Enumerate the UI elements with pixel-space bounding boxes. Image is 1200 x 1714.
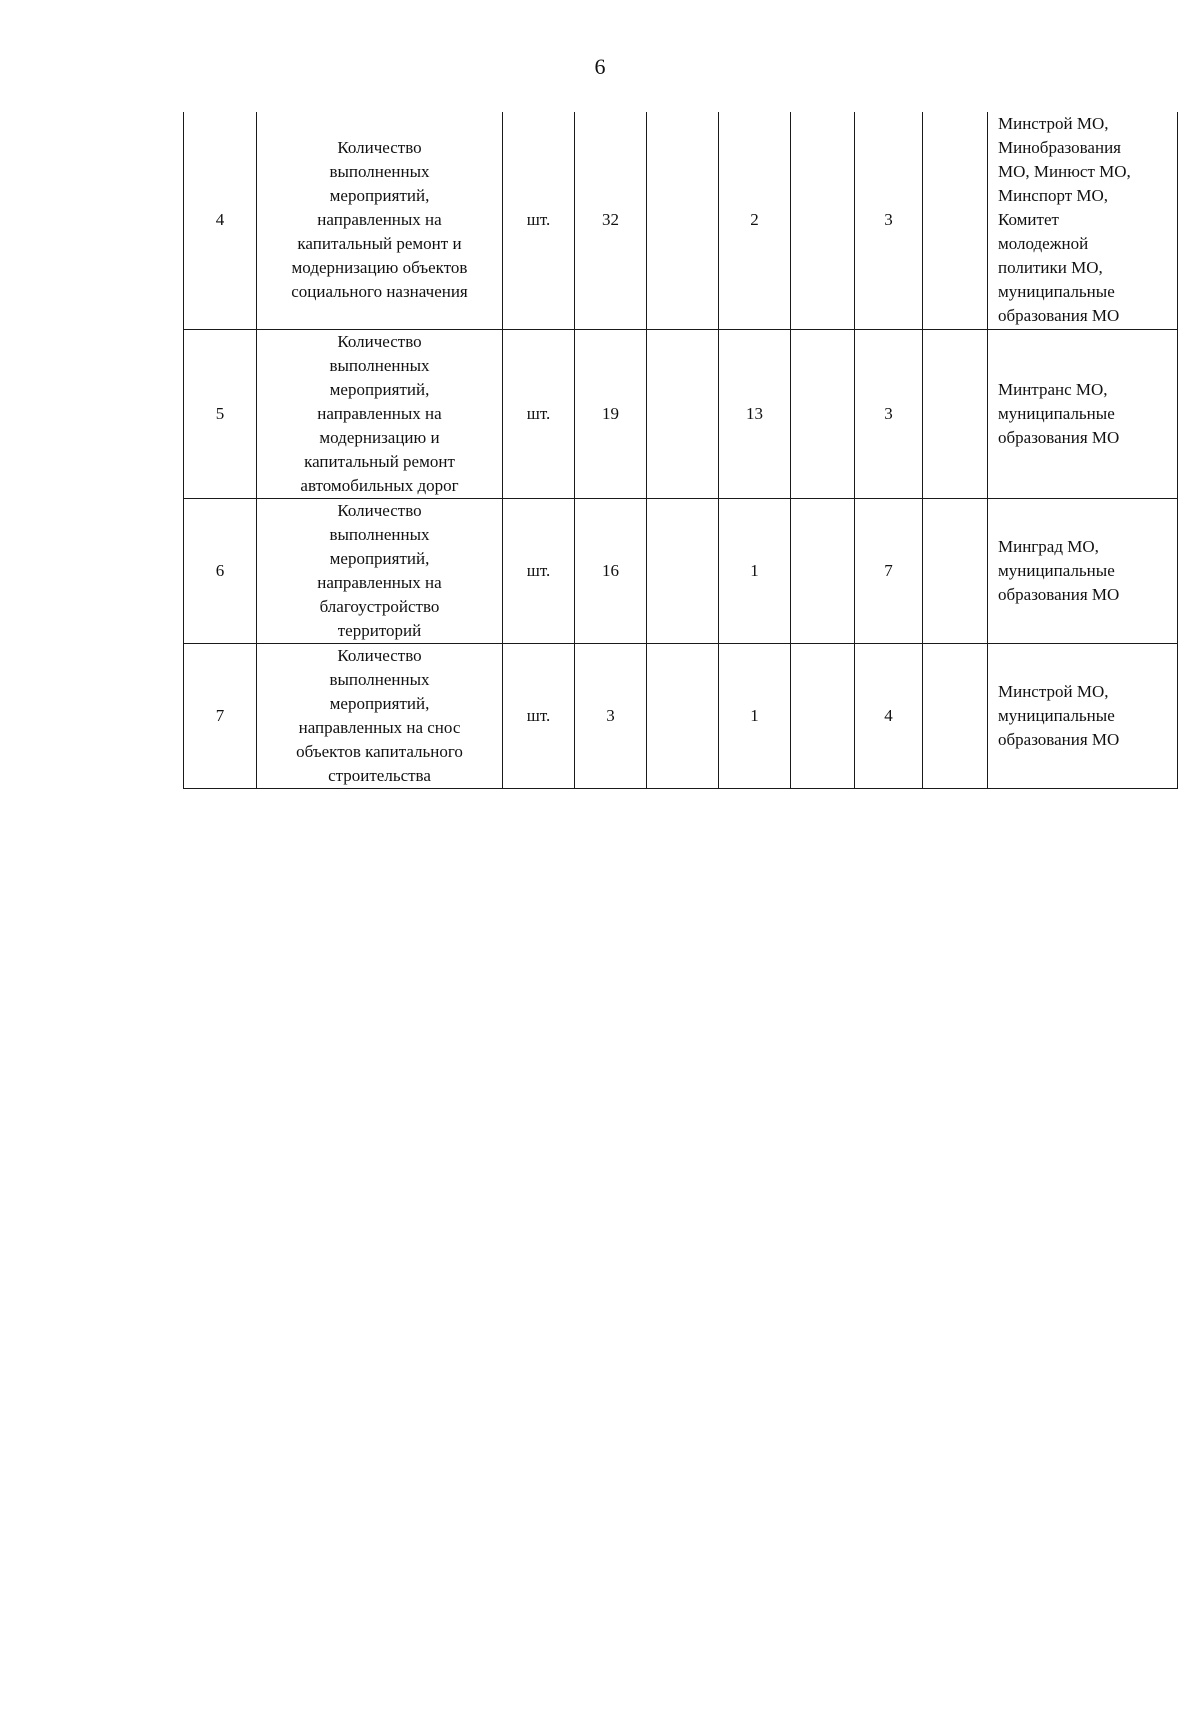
value-cell bbox=[647, 498, 719, 643]
responsible-cell: Минтранс МО, муниципальные образования МО bbox=[988, 329, 1178, 498]
indicator-name: Количество выполненных мероприятий, направленных на снос объектов капитального строительства bbox=[257, 643, 503, 788]
responsible-cell: Минстрой МО, Минобразования МО, Минюст МО, Минспорт МО, Комитет молодежной политики МО, муниципальные образования МО bbox=[988, 112, 1178, 329]
row-number: 4 bbox=[184, 112, 257, 329]
row-number: 6 bbox=[184, 498, 257, 643]
responsible-cell: Минград МО, муниципальные образования МО bbox=[988, 498, 1178, 643]
value-cell bbox=[791, 112, 855, 329]
indicator-name: Количество выполненных мероприятий, направленных на капитальный ремонт и модернизацию объектов социального назначения bbox=[257, 112, 503, 329]
page-number: 6 bbox=[594, 54, 606, 79]
value-cell bbox=[791, 643, 855, 788]
table-row bbox=[184, 498, 1178, 643]
row-number: 7 bbox=[184, 643, 257, 788]
value-cell: 7 bbox=[855, 498, 923, 643]
responsible-cell: Минстрой МО, муниципальные образования МО bbox=[988, 643, 1178, 788]
unit-cell: шт. bbox=[503, 498, 575, 643]
value-cell: 16 bbox=[575, 498, 647, 643]
unit-cell: шт. bbox=[503, 643, 575, 788]
indicator-name: Количество выполненных мероприятий, направленных на модернизацию и капитальный ремонт автомобильных дорог bbox=[257, 329, 503, 498]
value-cell: 2 bbox=[719, 112, 791, 329]
unit-cell: шт. bbox=[503, 112, 575, 329]
value-cell bbox=[791, 329, 855, 498]
value-cell bbox=[923, 498, 988, 643]
value-cell: 1 bbox=[719, 498, 791, 643]
value-cell: 19 bbox=[575, 329, 647, 498]
value-cell bbox=[923, 643, 988, 788]
row-number: 5 bbox=[184, 329, 257, 498]
value-cell bbox=[923, 112, 988, 329]
table-row bbox=[184, 112, 1178, 329]
unit-cell: шт. bbox=[503, 329, 575, 498]
value-cell: 1 bbox=[719, 643, 791, 788]
value-cell bbox=[923, 329, 988, 498]
table-row bbox=[184, 643, 1178, 788]
value-cell: 3 bbox=[575, 643, 647, 788]
indicator-name: Количество выполненных мероприятий, направленных на благоустройство территорий bbox=[257, 498, 503, 643]
value-cell: 3 bbox=[855, 112, 923, 329]
indicators-table bbox=[183, 112, 1178, 789]
value-cell: 32 bbox=[575, 112, 647, 329]
value-cell bbox=[791, 498, 855, 643]
value-cell: 3 bbox=[855, 329, 923, 498]
table-row bbox=[184, 329, 1178, 498]
value-cell: 4 bbox=[855, 643, 923, 788]
value-cell: 13 bbox=[719, 329, 791, 498]
value-cell bbox=[647, 112, 719, 329]
value-cell bbox=[647, 329, 719, 498]
value-cell bbox=[647, 643, 719, 788]
